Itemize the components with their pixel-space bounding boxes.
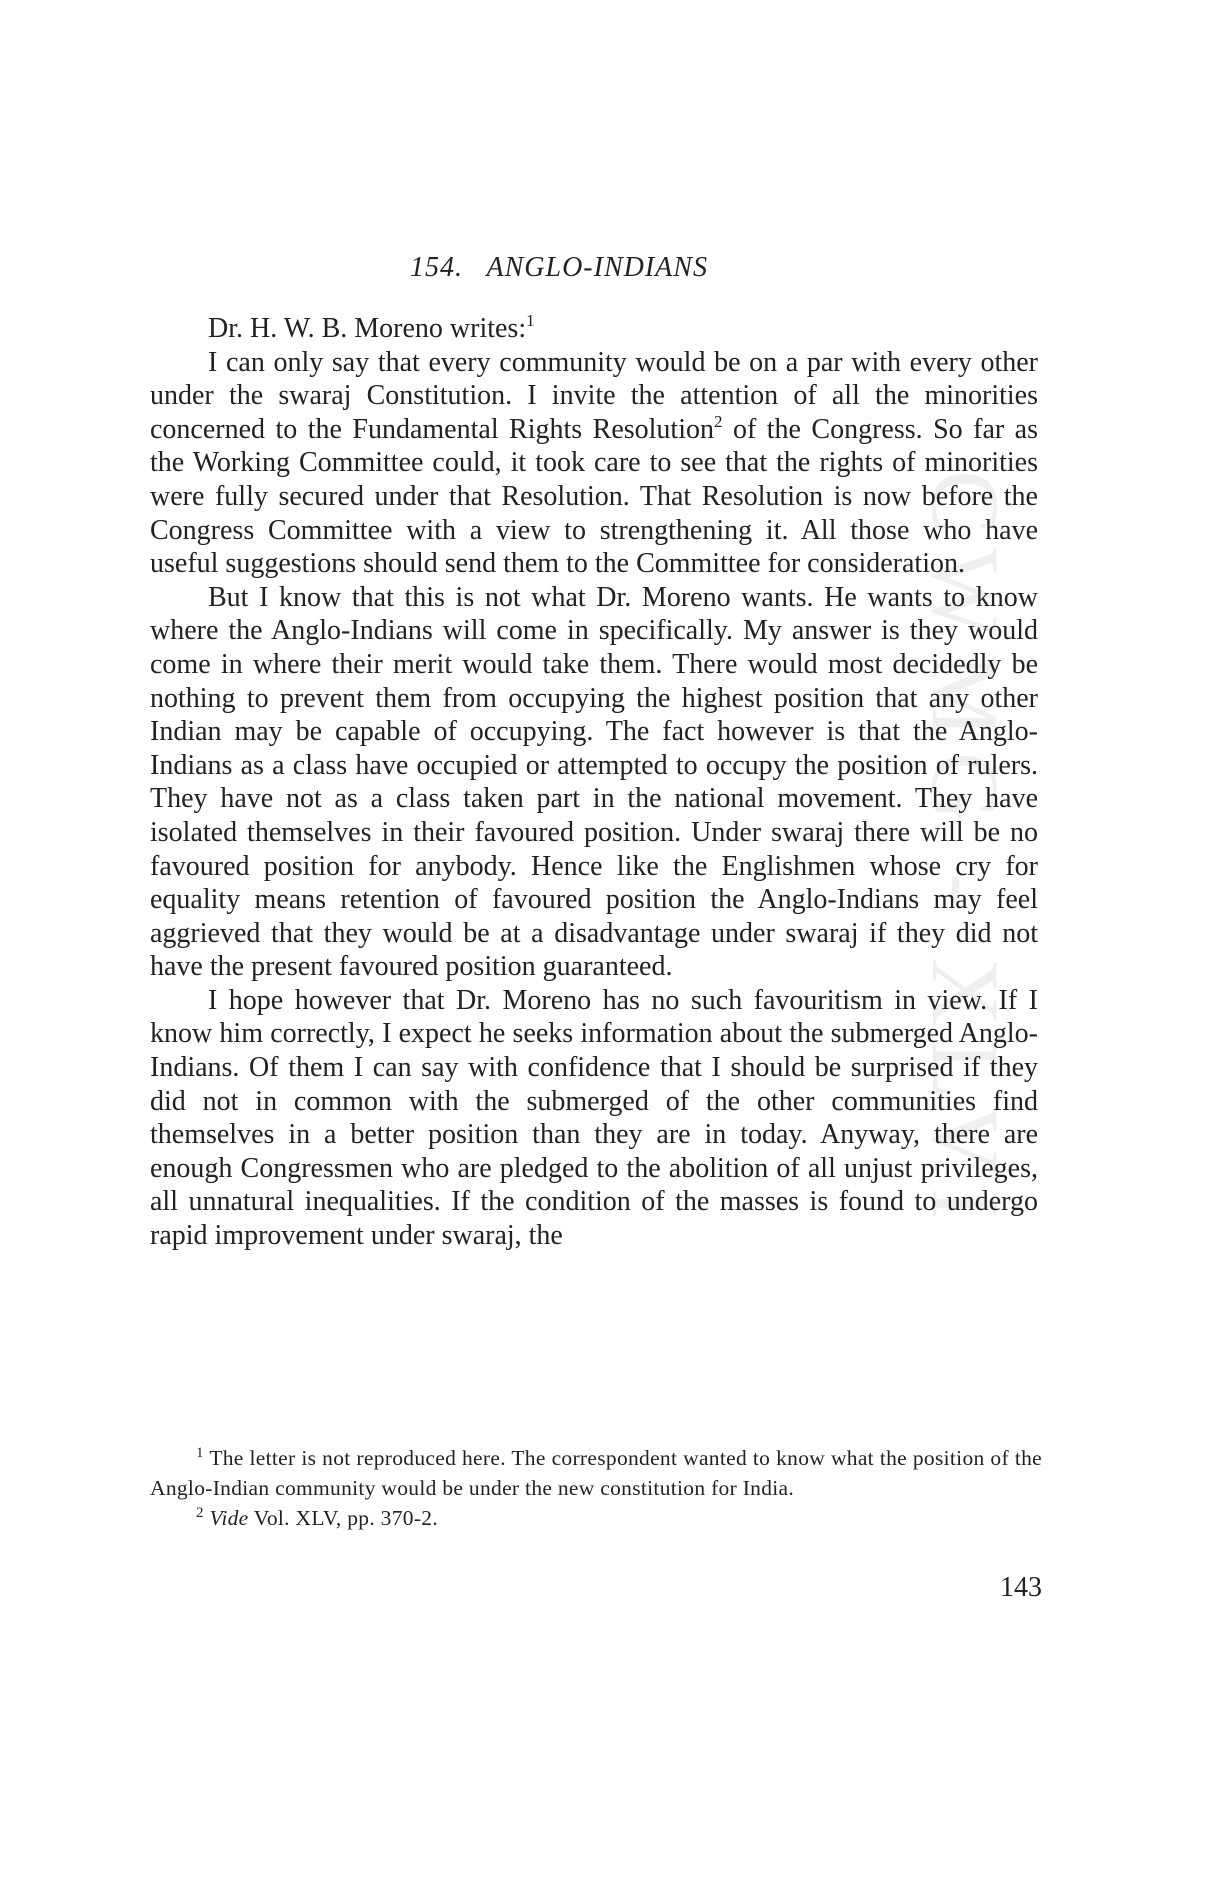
footnote-1-marker: 1 (196, 1445, 204, 1461)
intro-text: Dr. H. W. B. Moreno writes: (208, 313, 527, 344)
watermark: CWMG - XLVI (912, 470, 1019, 1234)
footnote-2-marker: 2 (196, 1505, 204, 1521)
footnote-2-vide: Vide (209, 1506, 249, 1530)
article-number: 154. (410, 252, 463, 283)
article-heading (410, 252, 708, 284)
footnote-2 (150, 1503, 1042, 1533)
paragraph-3: I hope however that Dr. Moreno has no such favouritism in view. If I know him correctly, I expect he seeks information about the submerged Anglo-Indians. Of them I can say with confidence that I should be surprised if they did not in common with the submerged of the other communities find themselves in a better position than they are in today. Anyway, there are enough Congressmen who are pledged to the abolition of all unjust privileges, all unnatural inequalities. If the condition of the masses is found to undergo rapid improvement under swaraj, the (150, 984, 1038, 1252)
footnote-1-text: The letter is not reproduced here. The correspondent wanted to know what the position of the Anglo-Indian community would be under the new constitution for India. (150, 1446, 1042, 1500)
footnote-1 (150, 1443, 1042, 1503)
footnote-2-text: Vol. XLV, pp. 370-2. (248, 1506, 439, 1530)
paragraph-1-part-2: of the Congress. So far as the Working Committee could, it took care to see that the rights of minorities were fully secured under that Resolution. That Resolution is now before the Congress Committee with a view to strengthening it. All those who have useful suggestions should send them to the Committee for consideration. (150, 413, 1038, 580)
intro-line (150, 312, 1038, 346)
paragraph-2: But I know that this is not what Dr. Moreno wants. He wants to know where the Anglo-Indians will come in specifically. My answer is they would come in where their merit would take them. There would most decidedly be nothing to prevent them from occupying the highest position that any other Indian may be capable of occupying. The fact however is that the Anglo-Indians as a class have occupied or attempted to occupy the position of rulers. They have not as a class taken part in the national movement. They have isolated themselves in their favoured position. Under swaraj there will be no favoured position for anybody. Hence like the Englishmen whose cry for equality means retention of favoured position the Anglo-Indians may feel aggrieved that they would be at a disadvantage under swaraj if they did not have the present favoured position guaranteed. (150, 581, 1038, 983)
page-number: 143 (1000, 1572, 1042, 1603)
footnotes (150, 1443, 1042, 1533)
paragraph-1-part-1: I can only say that every community would be on a par with every other under the swaraj Constitution. I invite the attention of all the minorities concerned to the Fundamental Rights Resolution (150, 346, 1038, 445)
paragraph-1 (150, 346, 1038, 581)
article-title: ANGLO-INDIANS (486, 252, 708, 283)
article-body (150, 312, 1038, 1253)
footnote-ref-2: 2 (714, 411, 723, 431)
footnote-ref-1: 1 (526, 311, 535, 330)
